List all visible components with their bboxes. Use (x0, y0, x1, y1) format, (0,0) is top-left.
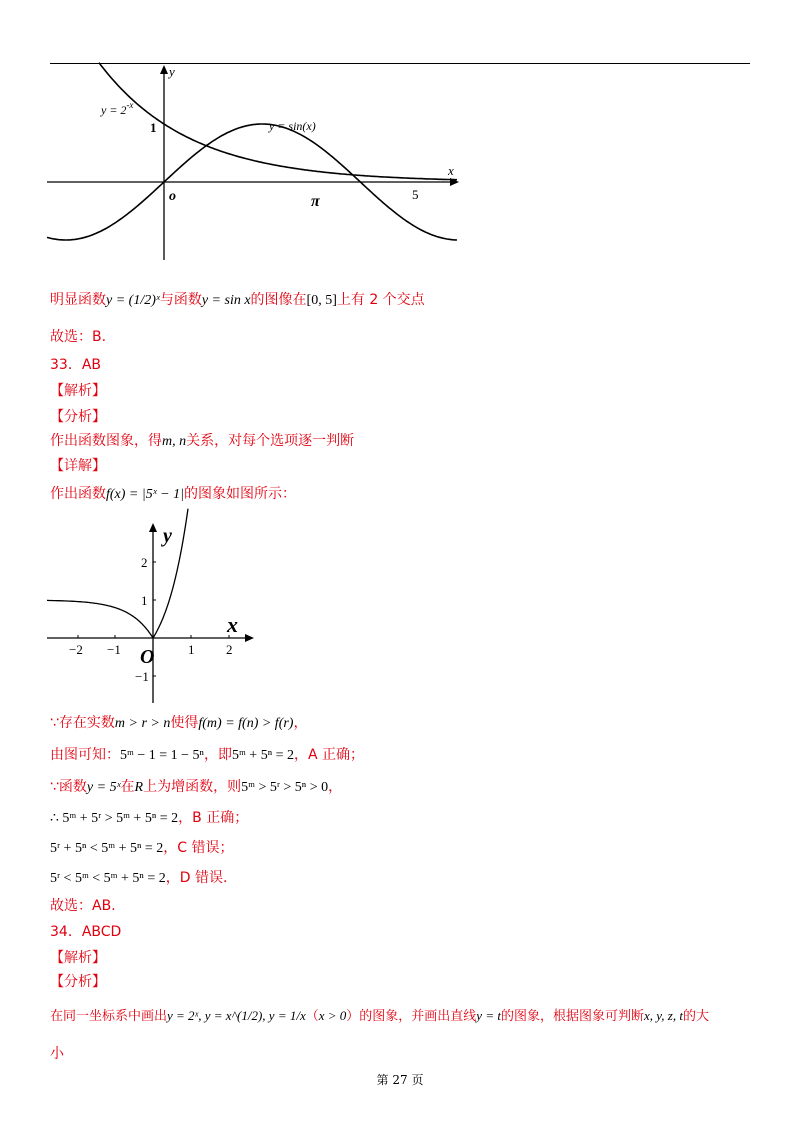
y-axis-arrow-icon (160, 65, 168, 74)
y-tick-label: 2 (141, 555, 148, 570)
math: 5ᵐ > 5ʳ > 5ⁿ > 0 (241, 780, 329, 795)
math: 5ʳ + 5ⁿ < 5ᵐ + 5ⁿ = 2 (50, 841, 164, 856)
math: y = sin x (201, 293, 251, 308)
text-line-8 (50, 484, 296, 505)
text: ∵函数 (50, 779, 87, 795)
text: ，B 正确； (178, 810, 249, 826)
math: y = (1/2)ˣ (106, 293, 160, 308)
text-line-15: 故选：AB. (50, 898, 116, 914)
math: y = 2ˣ, y = x^(1/2), y = 1/x (167, 1008, 306, 1023)
text: 作出函数图象，得 (50, 433, 162, 449)
x-axis-label: x (448, 163, 454, 178)
text: 与函数 (159, 292, 202, 308)
y-tick-label: 1 (141, 593, 148, 608)
pi-label: π (311, 193, 320, 210)
text: 的图象，根据图象可判断 (500, 1009, 644, 1024)
x-tick-label: −1 (107, 642, 121, 657)
math: 5ᵐ + 5ⁿ = 2 (231, 748, 294, 763)
section-xiangjie: 【详解】 (50, 458, 106, 474)
math: f(x) = |5ˣ − 1| (106, 487, 184, 502)
text-line-13 (50, 838, 234, 859)
y-tick-label: −1 (135, 669, 149, 684)
text-line-20: 小 (50, 1046, 64, 1062)
page-number: 第 27 页 (376, 1073, 424, 1087)
text: ，A 正确； (294, 747, 365, 763)
text-line-12 (50, 808, 248, 829)
math: y = t (476, 1008, 501, 1023)
y-tick-one: 1 (150, 120, 157, 135)
y-axis-arrow-icon (149, 523, 157, 532)
figure-abs-exp (45, 508, 260, 708)
x-tick-label: 1 (188, 642, 195, 657)
text-line-10 (50, 745, 364, 766)
figure-sin-exp (45, 62, 465, 262)
text-line-14 (50, 868, 227, 889)
math: m, n (162, 434, 187, 449)
text: 由图可知： (50, 747, 120, 763)
five-label: 5 (412, 187, 419, 202)
text: 使得 (170, 715, 199, 731)
x-axis-label: x (227, 612, 238, 637)
math: x, y, z, t (643, 1008, 683, 1023)
text: 的图象如图所示： (183, 486, 296, 502)
text-line-9 (50, 713, 307, 734)
text: 明显函数 (50, 292, 106, 308)
text: ， (328, 779, 343, 795)
text-line-6 (50, 431, 354, 452)
text: 关系，对每个选项逐一判断 (186, 433, 355, 449)
text: 上有 2 个交点 (336, 292, 425, 308)
y-axis-label: y (169, 64, 175, 79)
math: 5ʳ < 5ᵐ < 5ᵐ + 5ⁿ = 2 (50, 871, 166, 886)
math: f(m) = f(n) > f(r) (198, 716, 294, 731)
text: ∵存在实数 (50, 715, 115, 731)
text-line-11 (50, 777, 342, 798)
section-jiexi: 【解析】 (50, 383, 106, 399)
math: ∴ 5ᵐ + 5ʳ > 5ᵐ + 5ⁿ = 2 (50, 811, 179, 826)
text: 作出函数 (50, 486, 106, 502)
math: x > 0 (318, 1008, 347, 1023)
problem-33-answer: 33．AB (50, 357, 101, 373)
x-tick-label: −2 (69, 642, 83, 657)
text: ， (293, 715, 308, 731)
text: 在同一坐标系中画出 (50, 1009, 168, 1024)
text-line-19 (50, 1006, 709, 1027)
math: 5ᵐ − 1 = 1 − 5ⁿ (120, 748, 204, 763)
x-axis-arrow-icon (245, 634, 254, 642)
section-fenxi: 【分析】 (50, 409, 106, 425)
text: ，D 错误. (165, 870, 228, 886)
text-line-2: 故选：B. (50, 329, 107, 345)
text-line-1 (50, 290, 425, 311)
exp-label: $y = 2^{-x}$ (101, 100, 134, 117)
text: 在 (120, 779, 135, 795)
text: 的大 (682, 1009, 709, 1024)
math: m > r > n (114, 716, 171, 731)
sin-label: y = sin(x) (269, 119, 316, 133)
math: R (134, 780, 144, 795)
section-jiexi: 【解析】 (50, 950, 106, 966)
problem-34-answer: 34．ABCD (50, 924, 122, 940)
text: （ (305, 1009, 319, 1024)
text: 的图像在 (250, 292, 307, 308)
text: ）的图象，并画出直线 (346, 1009, 477, 1024)
text: ，即 (203, 747, 232, 763)
origin-label: o (169, 189, 176, 204)
math: y = 5ˣ (86, 780, 121, 795)
text: ，C 错误； (163, 840, 234, 856)
section-fenxi: 【分析】 (50, 974, 106, 990)
origin-label: O (140, 646, 155, 668)
y-axis-label: y (163, 525, 172, 547)
x-tick-label: 2 (226, 642, 233, 657)
text: 上为增函数，则 (143, 779, 242, 795)
math: [0, 5] (306, 293, 337, 308)
